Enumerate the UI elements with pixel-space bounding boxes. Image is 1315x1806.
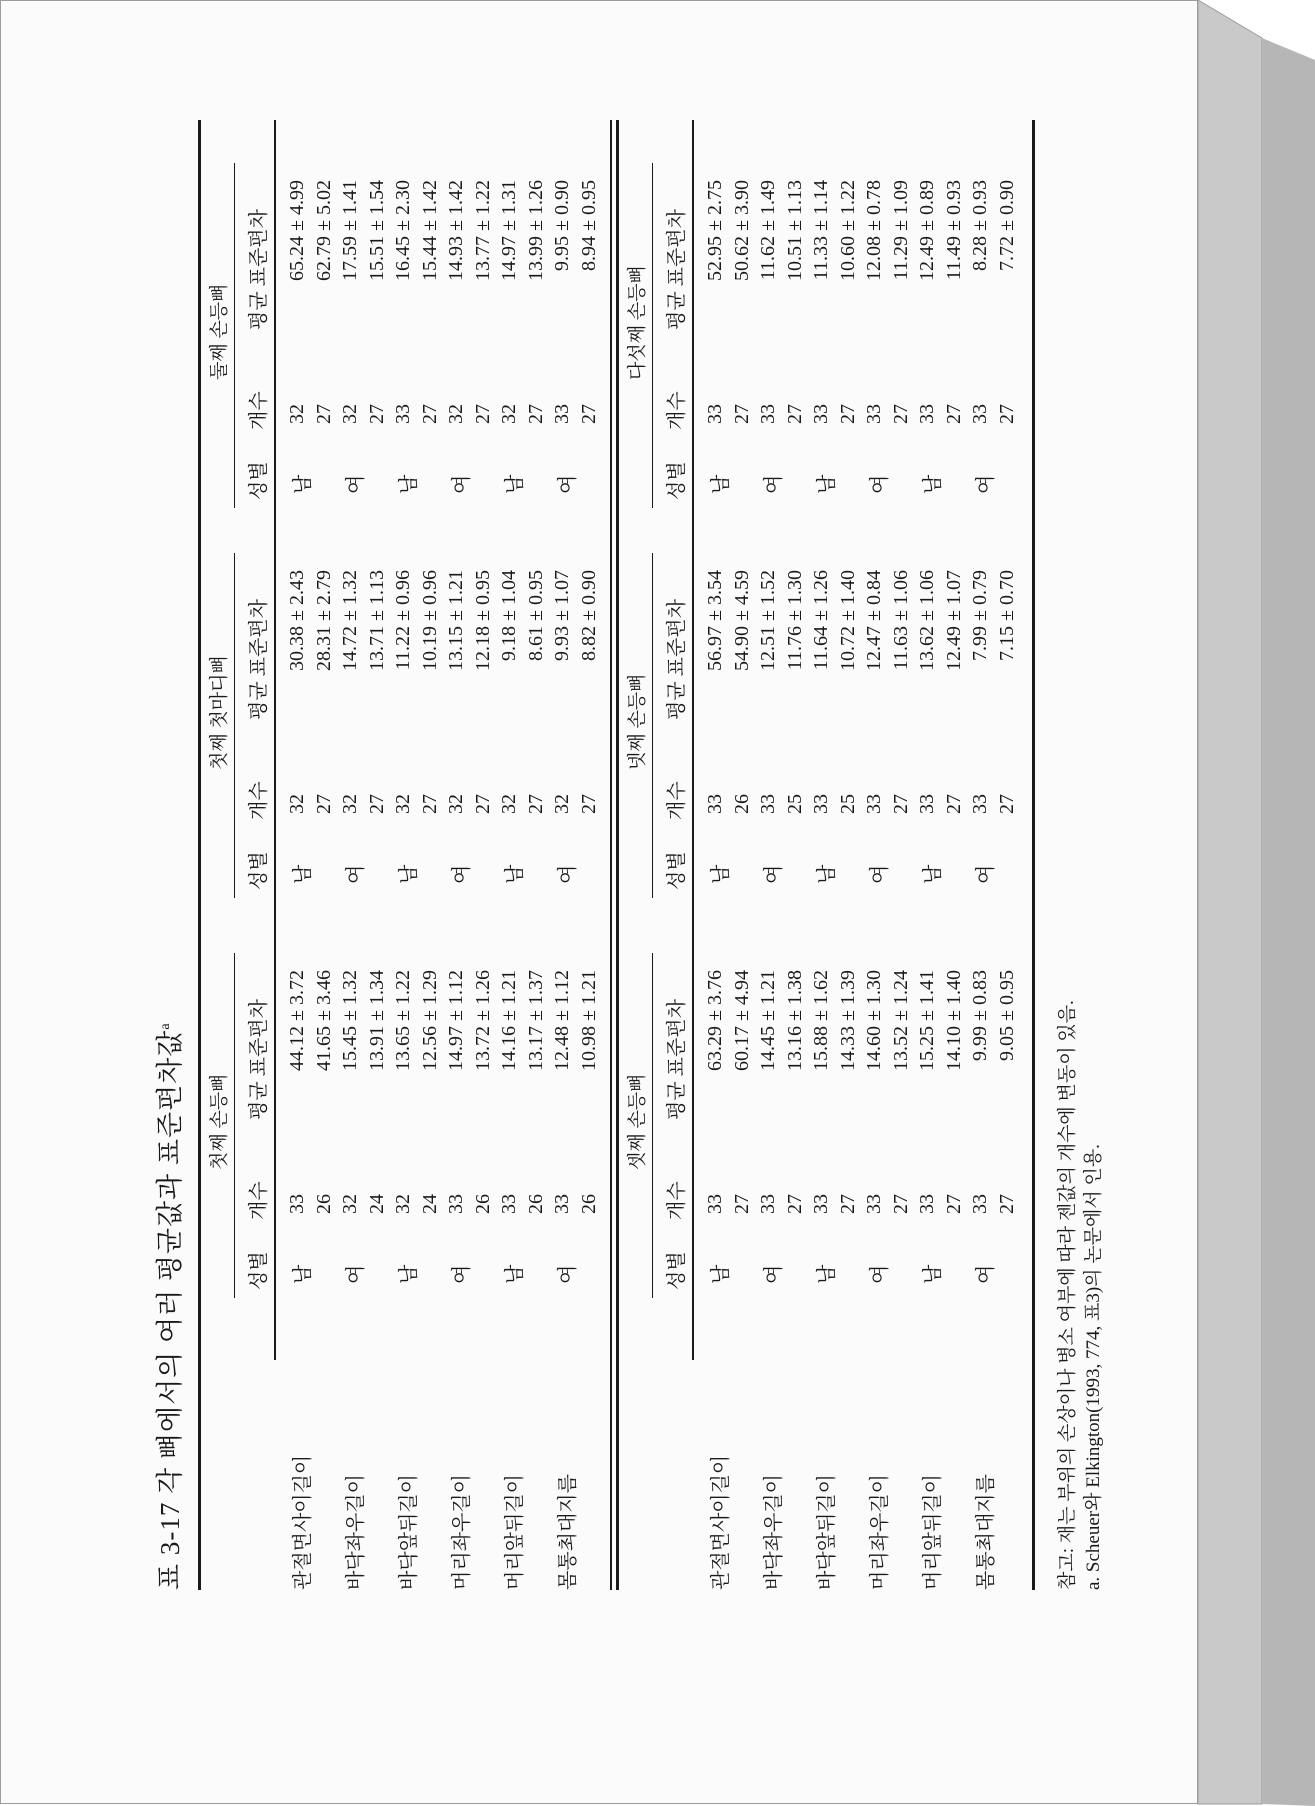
- bottom-group-title: 넷째 손등뼈: [627, 673, 648, 770]
- bottom-value-cell: 9.99 ± 0.83: [969, 970, 991, 1061]
- top-measure-label: 바닥앞뒤길이: [398, 1474, 420, 1590]
- top-sex-cell: 남: [398, 864, 420, 884]
- bottom-measure-label: 바닥좌우길이: [763, 1474, 785, 1590]
- bottom-count-cell: 25: [783, 794, 806, 814]
- top-count-cell: 27: [524, 794, 547, 814]
- top-measure-label: 관절면사이길이: [292, 1454, 314, 1590]
- bottom-sex-cell: 남: [922, 1264, 944, 1284]
- bottom-count-cell: 33: [810, 794, 832, 814]
- bottom-sex-cell: 남: [710, 1264, 732, 1284]
- bottom-count-cell: 27: [995, 1194, 1018, 1214]
- bottom-header-rule: [692, 120, 694, 1360]
- bottom-sex-cell: 남: [922, 474, 944, 494]
- top-col-count: 개수: [248, 1181, 270, 1220]
- top-col-count: 개수: [248, 391, 270, 430]
- bottom-value-cell: 56.97 ± 3.54: [704, 570, 726, 671]
- bottom-value-cell: 14.10 ± 1.40: [942, 970, 965, 1071]
- bottom-col-mean-sd: 평균 표준편차: [666, 209, 688, 330]
- bottom-count-cell: 26: [730, 794, 753, 814]
- top-value-cell: 14.72 ± 1.32: [339, 570, 361, 671]
- top-value-cell: 14.16 ± 1.21: [498, 970, 520, 1071]
- bottom-count-cell: 33: [916, 404, 938, 424]
- top-count-cell: 27: [577, 404, 600, 424]
- top-sex-cell: 여: [451, 474, 473, 494]
- top-count-cell: 27: [365, 404, 388, 424]
- bottom-count-cell: 27: [783, 404, 806, 424]
- bottom-value-cell: 14.33 ± 1.39: [836, 970, 859, 1071]
- bottom-sex-cell: 여: [975, 474, 997, 494]
- top-count-cell: 32: [339, 1194, 361, 1214]
- bottom-value-cell: 15.25 ± 1.41: [916, 970, 938, 1071]
- bottom-value-cell: 12.08 ± 0.78: [863, 180, 885, 281]
- bottom-value-cell: 10.51 ± 1.13: [783, 180, 806, 281]
- bottom-value-cell: 10.60 ± 1.22: [836, 180, 859, 281]
- top-sex-cell: 여: [557, 864, 579, 884]
- top-group-line: [234, 163, 235, 508]
- top-sex-cell: 남: [398, 1264, 420, 1284]
- bottom-value-cell: 13.62 ± 1.06: [916, 570, 938, 671]
- top-value-cell: 8.94 ± 0.95: [577, 180, 600, 271]
- bottom-col-count: 개수: [666, 781, 688, 820]
- top-count-cell: 33: [551, 1194, 573, 1214]
- bottom-sex-cell: 남: [816, 474, 838, 494]
- top-col-mean-sd: 평균 표준편차: [248, 999, 270, 1120]
- top-measure-label: 몸통최대지름: [557, 1474, 579, 1590]
- top-value-cell: 13.91 ± 1.34: [365, 970, 388, 1071]
- top-value-cell: 13.77 ± 1.22: [471, 180, 494, 281]
- top-count-cell: 27: [312, 794, 335, 814]
- top-header-rule: [274, 120, 276, 1360]
- bottom-value-cell: 13.52 ± 1.24: [889, 970, 912, 1071]
- top-group-line: [234, 953, 235, 1298]
- bottom-count-cell: 33: [863, 1194, 885, 1214]
- bottom-sex-cell: 남: [710, 864, 732, 884]
- top-value-cell: 28.31 ± 2.79: [312, 570, 335, 671]
- bottom-value-cell: 10.72 ± 1.40: [836, 570, 859, 671]
- top-count-cell: 24: [418, 1194, 441, 1214]
- top-sex-cell: 남: [504, 864, 526, 884]
- top-sex-cell: 여: [451, 1264, 473, 1284]
- bottom-count-cell: 27: [730, 1194, 753, 1214]
- bottom-count-cell: 27: [889, 1194, 912, 1214]
- bottom-count-cell: 27: [942, 794, 965, 814]
- bottom-value-cell: 11.76 ± 1.30: [783, 570, 806, 671]
- bottom-value-cell: 14.60 ± 1.30: [863, 970, 885, 1071]
- top-count-cell: 32: [445, 404, 467, 424]
- top-value-cell: 13.17 ± 1.37: [524, 970, 547, 1071]
- top-value-cell: 17.59 ± 1.41: [339, 180, 361, 281]
- bottom-measure-label: 머리좌우길이: [869, 1474, 891, 1590]
- top-count-cell: 27: [471, 404, 494, 424]
- bottom-col-mean-sd: 평균 표준편차: [666, 999, 688, 1120]
- top-value-cell: 9.95 ± 0.90: [551, 180, 573, 271]
- mid-rule: [610, 120, 612, 1590]
- bottom-count-cell: 33: [704, 1194, 726, 1214]
- top-count-cell: 33: [551, 404, 573, 424]
- bottom-value-cell: 7.99 ± 0.79: [969, 570, 991, 661]
- top-value-cell: 13.99 ± 1.26: [524, 180, 547, 281]
- top-value-cell: 12.18 ± 0.95: [471, 570, 494, 671]
- top-group-title: 첫째 손등뼈: [209, 1073, 230, 1170]
- bottom-group-line: [652, 163, 653, 508]
- top-count-cell: 27: [524, 404, 547, 424]
- bottom-value-cell: 13.16 ± 1.38: [783, 970, 806, 1071]
- rotated-table: [140, 120, 1140, 1590]
- bottom-col-mean-sd: 평균 표준편차: [666, 599, 688, 720]
- bottom-count-cell: 33: [757, 794, 779, 814]
- top-group-title: 첫째 첫마디뼈: [209, 655, 230, 770]
- top-col-mean-sd: 평균 표준편차: [248, 209, 270, 330]
- top-count-cell: 27: [365, 794, 388, 814]
- bottom-count-cell: 27: [995, 404, 1018, 424]
- top-sex-cell: 남: [292, 864, 314, 884]
- bottom-col-sex: 성별: [666, 461, 688, 500]
- bottom-group-title: 셋째 손등뼈: [627, 1073, 648, 1170]
- bottom-value-cell: 11.62 ± 1.49: [757, 180, 779, 281]
- top-count-cell: 32: [392, 794, 414, 814]
- bottom-value-cell: 11.63 ± 1.06: [889, 570, 912, 671]
- bottom-value-cell: 12.49 ± 0.89: [916, 180, 938, 281]
- bottom-count-cell: 33: [863, 404, 885, 424]
- top-col-count: 개수: [248, 781, 270, 820]
- top-value-cell: 13.71 ± 1.13: [365, 570, 388, 671]
- bottom-count-cell: 33: [810, 404, 832, 424]
- bottom-count-cell: 27: [783, 1194, 806, 1214]
- top-count-cell: 27: [471, 794, 494, 814]
- bottom-count-cell: 27: [889, 404, 912, 424]
- bottom-count-cell: 33: [757, 1194, 779, 1214]
- bottom-sex-cell: 여: [975, 1264, 997, 1284]
- bottom-value-cell: 63.29 ± 3.76: [704, 970, 726, 1071]
- bottom-col-count: 개수: [666, 391, 688, 430]
- top-value-cell: 30.38 ± 2.43: [286, 570, 308, 671]
- bottom-value-cell: 11.29 ± 1.09: [889, 180, 912, 281]
- bottom-sex-cell: 여: [975, 864, 997, 884]
- bottom-sex-cell: 남: [816, 864, 838, 884]
- bottom-rule: [1032, 120, 1035, 1590]
- bottom-value-cell: 12.51 ± 1.52: [757, 570, 779, 671]
- top-count-cell: 26: [524, 1194, 547, 1214]
- top-sex-cell: 여: [557, 1264, 579, 1284]
- top-count-cell: 33: [498, 1194, 520, 1214]
- top-col-mean-sd: 평균 표준편차: [248, 599, 270, 720]
- bottom-value-cell: 50.62 ± 3.90: [730, 180, 753, 281]
- top-value-cell: 13.15 ± 1.21: [445, 570, 467, 671]
- top-count-cell: 32: [498, 404, 520, 424]
- top-count-cell: 32: [286, 794, 308, 814]
- bottom-value-cell: 11.49 ± 0.93: [942, 180, 965, 281]
- top-count-cell: 32: [339, 794, 361, 814]
- bottom-count-cell: 33: [969, 404, 991, 424]
- top-sex-cell: 남: [292, 474, 314, 494]
- bottom-sex-cell: 여: [763, 1264, 785, 1284]
- top-value-cell: 41.65 ± 3.46: [312, 970, 335, 1071]
- bottom-value-cell: 7.15 ± 0.70: [995, 570, 1018, 661]
- bottom-value-cell: 15.88 ± 1.62: [810, 970, 832, 1071]
- top-sex-cell: 남: [292, 1264, 314, 1284]
- top-count-cell: 33: [286, 1194, 308, 1214]
- top-value-cell: 8.82 ± 0.90: [577, 570, 600, 661]
- top-sex-cell: 여: [451, 864, 473, 884]
- bottom-col-count: 개수: [666, 1181, 688, 1220]
- top-count-cell: 27: [418, 404, 441, 424]
- top-col-sex: 성별: [248, 461, 270, 500]
- top-sex-cell: 여: [345, 864, 367, 884]
- bottom-count-cell: 27: [995, 794, 1018, 814]
- bottom-sex-cell: 남: [816, 1264, 838, 1284]
- top-measure-label: 머리좌우길이: [451, 1474, 473, 1590]
- top-sex-cell: 여: [345, 474, 367, 494]
- bottom-count-cell: 33: [704, 404, 726, 424]
- bottom-count-cell: 33: [916, 1194, 938, 1214]
- bottom-group-title: 다섯째 손등뼈: [627, 265, 648, 380]
- top-value-cell: 13.72 ± 1.26: [471, 970, 494, 1071]
- top-value-cell: 13.65 ± 1.22: [392, 970, 414, 1071]
- top-count-cell: 32: [551, 794, 573, 814]
- bottom-count-cell: 27: [942, 404, 965, 424]
- bottom-count-cell: 27: [889, 794, 912, 814]
- bottom-value-cell: 7.72 ± 0.90: [995, 180, 1018, 271]
- bottom-value-cell: 60.17 ± 4.94: [730, 970, 753, 1071]
- top-rule: [198, 120, 201, 1590]
- bottom-measure-label: 관절면사이길이: [710, 1454, 732, 1590]
- footnote: a. Scheuer와 Elkington(1993, 774, 표3)의 논문에서 인용.: [1083, 1144, 1104, 1590]
- bottom-value-cell: 8.28 ± 0.93: [969, 180, 991, 271]
- top-value-cell: 62.79 ± 5.02: [312, 180, 335, 281]
- bottom-sex-cell: 여: [869, 1264, 891, 1284]
- top-col-sex: 성별: [248, 851, 270, 890]
- mid-rule-2: [616, 120, 619, 1590]
- bottom-sex-cell: 여: [869, 864, 891, 884]
- bottom-value-cell: 11.33 ± 1.14: [810, 180, 832, 281]
- top-value-cell: 14.97 ± 1.31: [498, 180, 520, 281]
- top-value-cell: 14.97 ± 1.12: [445, 970, 467, 1071]
- bottom-value-cell: 52.95 ± 2.75: [704, 180, 726, 281]
- bottom-count-cell: 25: [836, 794, 859, 814]
- top-measure-label: 바닥좌우길이: [345, 1474, 367, 1590]
- bottom-value-cell: 12.49 ± 1.07: [942, 570, 965, 671]
- bottom-count-cell: 27: [942, 1194, 965, 1214]
- bottom-count-cell: 33: [969, 1194, 991, 1214]
- top-count-cell: 26: [312, 1194, 335, 1214]
- bottom-count-cell: 33: [916, 794, 938, 814]
- top-value-cell: 14.93 ± 1.42: [445, 180, 467, 281]
- top-sex-cell: 여: [345, 1264, 367, 1284]
- bottom-value-cell: 14.45 ± 1.21: [757, 970, 779, 1071]
- top-group-title: 둘째 손등뼈: [209, 283, 230, 380]
- bottom-measure-label: 머리앞뒤길이: [922, 1474, 944, 1590]
- top-value-cell: 12.48 ± 1.12: [551, 970, 573, 1071]
- top-value-cell: 8.61 ± 0.95: [524, 570, 547, 661]
- bottom-value-cell: 12.47 ± 0.84: [863, 570, 885, 671]
- top-sex-cell: 남: [504, 1264, 526, 1284]
- bottom-value-cell: 9.05 ± 0.95: [995, 970, 1018, 1061]
- footnote: 참고: 재는 부위의 손상이나 병소 여부에 따라 젠값의 개수에 변동이 있음.: [1057, 1000, 1078, 1590]
- bottom-count-cell: 33: [810, 1194, 832, 1214]
- bottom-count-cell: 33: [704, 794, 726, 814]
- bottom-count-cell: 33: [969, 794, 991, 814]
- top-count-cell: 26: [577, 1194, 600, 1214]
- top-value-cell: 10.98 ± 1.21: [577, 970, 600, 1071]
- top-count-cell: 32: [445, 794, 467, 814]
- top-value-cell: 65.24 ± 4.99: [286, 180, 308, 281]
- top-count-cell: 24: [365, 1194, 388, 1214]
- bottom-value-cell: 54.90 ± 4.59: [730, 570, 753, 671]
- top-value-cell: 44.12 ± 3.72: [286, 970, 308, 1071]
- bottom-measure-label: 몸통최대지름: [975, 1474, 997, 1590]
- bottom-col-sex: 성별: [666, 1251, 688, 1290]
- bottom-count-cell: 33: [863, 794, 885, 814]
- top-col-sex: 성별: [248, 1251, 270, 1290]
- top-count-cell: 27: [418, 794, 441, 814]
- top-value-cell: 15.45 ± 1.32: [339, 970, 361, 1071]
- top-count-cell: 33: [392, 404, 414, 424]
- top-value-cell: 15.51 ± 1.54: [365, 180, 388, 281]
- top-sex-cell: 여: [557, 474, 579, 494]
- bottom-count-cell: 27: [730, 404, 753, 424]
- top-count-cell: 27: [577, 794, 600, 814]
- top-count-cell: 27: [312, 404, 335, 424]
- bottom-measure-label: 바닥앞뒤길이: [816, 1474, 838, 1590]
- top-measure-label: 머리앞뒤길이: [504, 1474, 526, 1590]
- bottom-sex-cell: 남: [710, 474, 732, 494]
- top-count-cell: 32: [498, 794, 520, 814]
- bottom-count-cell: 33: [757, 404, 779, 424]
- top-count-cell: 26: [471, 1194, 494, 1214]
- top-count-cell: 32: [286, 404, 308, 424]
- top-value-cell: 16.45 ± 2.30: [392, 180, 414, 281]
- top-group-line: [234, 553, 235, 898]
- top-value-cell: 9.18 ± 1.04: [498, 570, 520, 661]
- bottom-count-cell: 27: [836, 404, 859, 424]
- top-sex-cell: 남: [504, 474, 526, 494]
- table-title: 표 3-17 각 뼈에서의 여러 평균값과 표준편차값$^a$: [155, 1022, 185, 1590]
- bottom-col-sex: 성별: [666, 851, 688, 890]
- bottom-group-line: [652, 953, 653, 1298]
- top-value-cell: 9.93 ± 1.07: [551, 570, 573, 661]
- bottom-sex-cell: 남: [922, 864, 944, 884]
- top-count-cell: 33: [445, 1194, 467, 1214]
- top-count-cell: 32: [392, 1194, 414, 1214]
- top-value-cell: 11.22 ± 0.96: [392, 570, 414, 671]
- top-value-cell: 12.56 ± 1.29: [418, 970, 441, 1071]
- bottom-group-line: [652, 553, 653, 898]
- bottom-sex-cell: 여: [763, 864, 785, 884]
- top-value-cell: 15.44 ± 1.42: [418, 180, 441, 281]
- top-count-cell: 32: [339, 404, 361, 424]
- top-value-cell: 10.19 ± 0.96: [418, 570, 441, 671]
- bottom-sex-cell: 여: [869, 474, 891, 494]
- top-sex-cell: 남: [398, 474, 420, 494]
- bottom-count-cell: 27: [836, 1194, 859, 1214]
- bottom-value-cell: 11.64 ± 1.26: [810, 570, 832, 671]
- bottom-sex-cell: 여: [763, 474, 785, 494]
